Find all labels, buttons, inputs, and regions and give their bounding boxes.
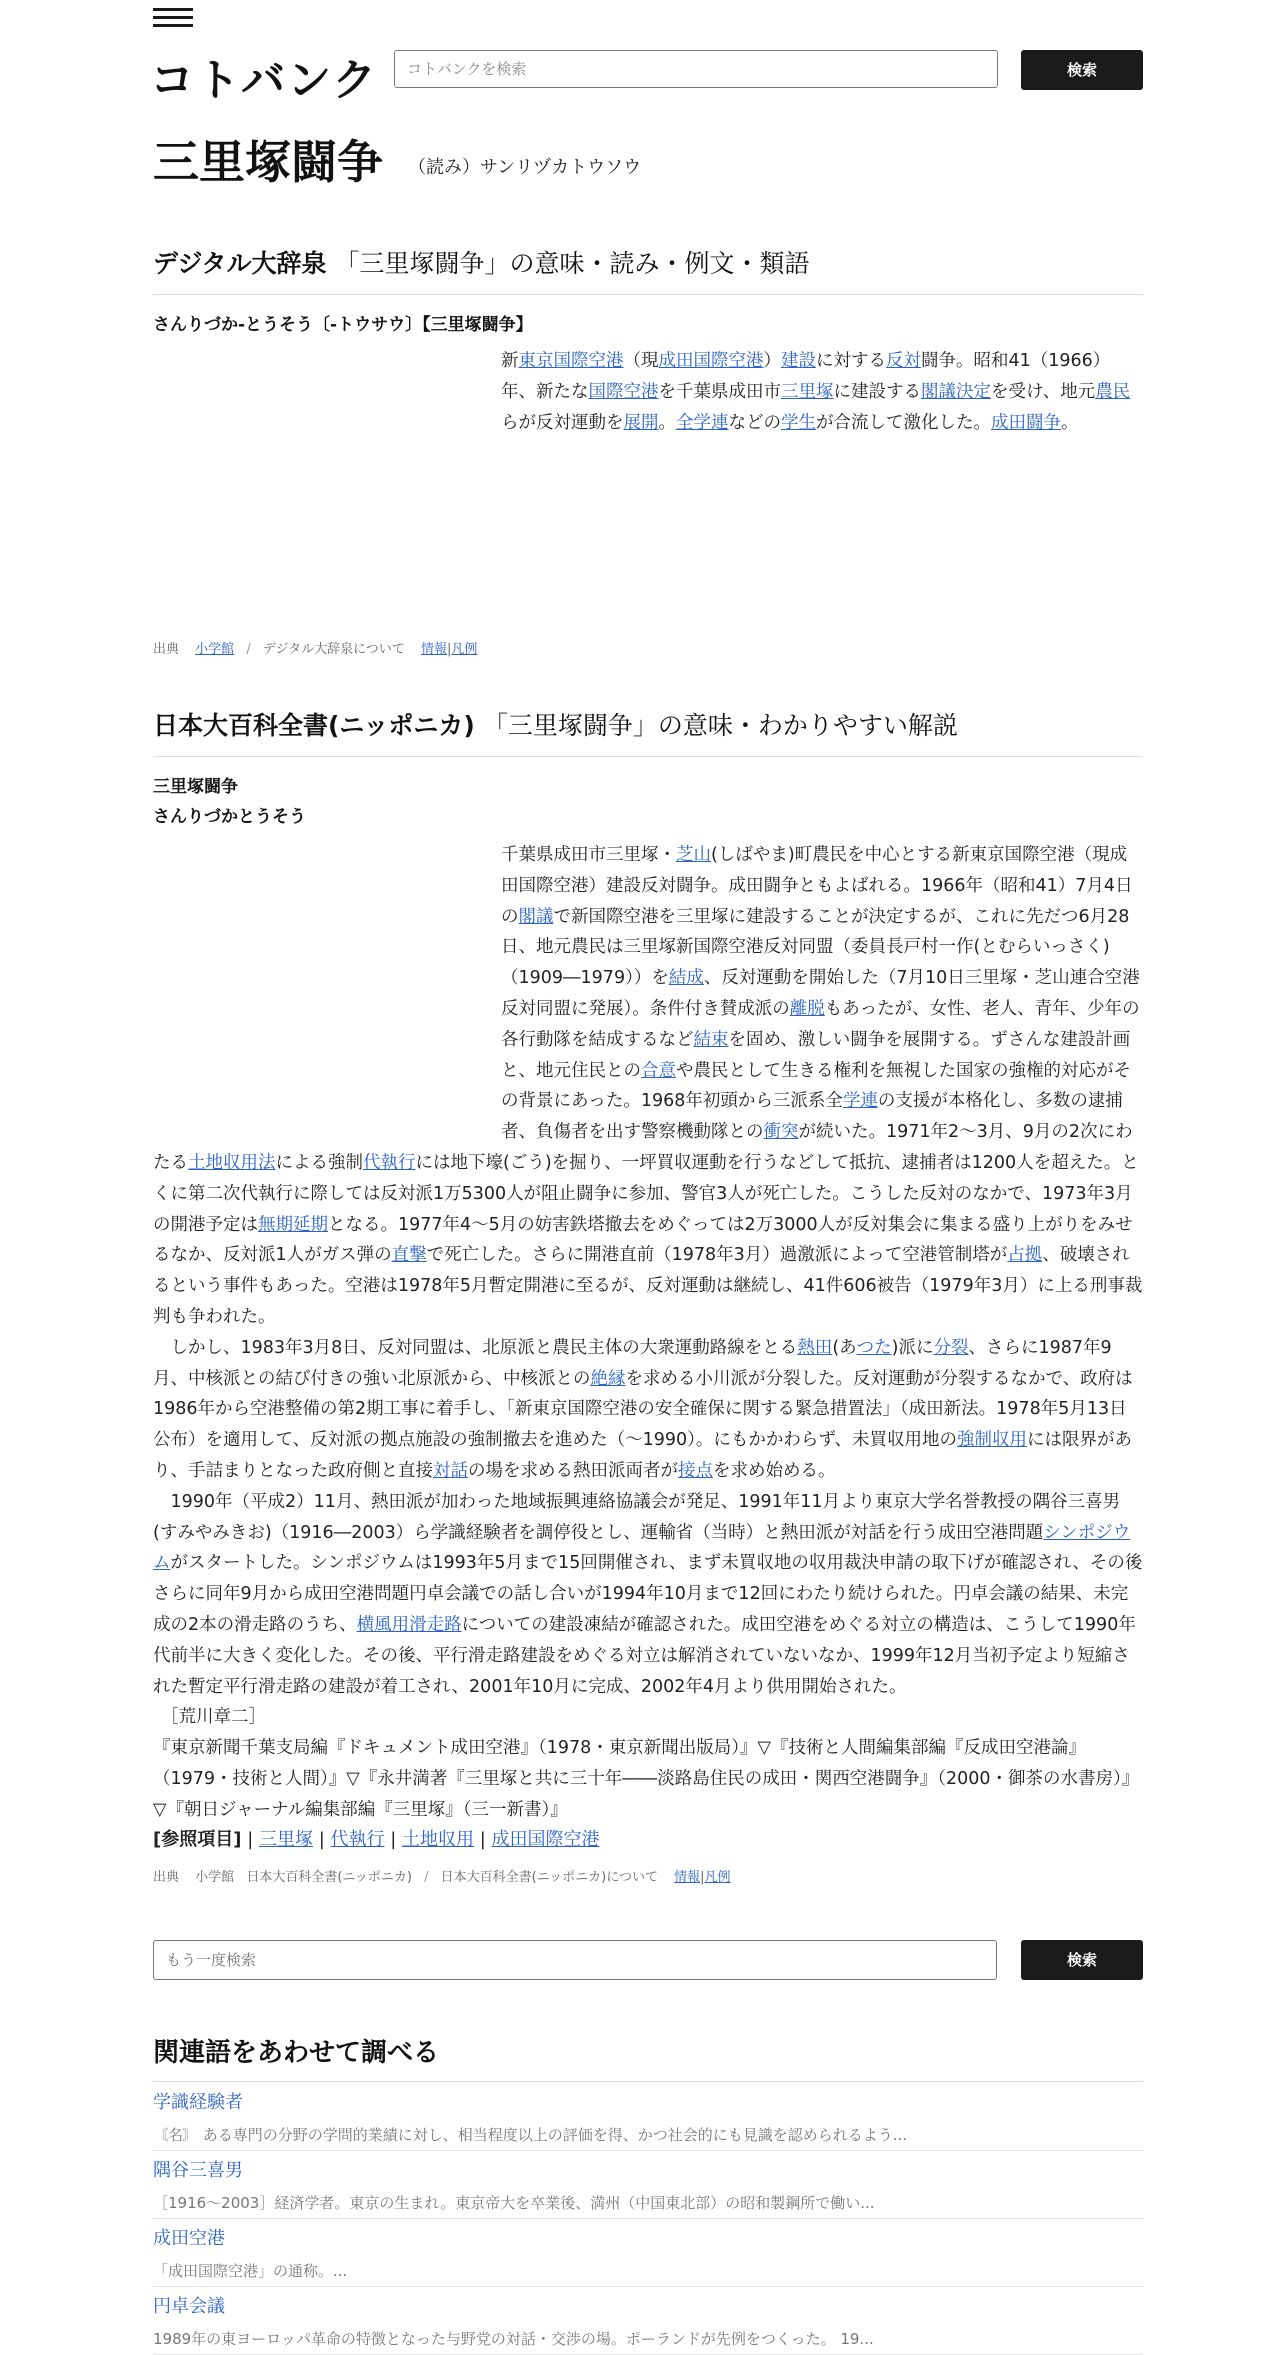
hamburger-icon[interactable] bbox=[153, 8, 193, 32]
term-link[interactable]: つた bbox=[856, 1337, 892, 1358]
term-link[interactable]: 結成 bbox=[668, 968, 704, 989]
nipponica-source-name: 日本大百科全書(ニッポニカ) bbox=[153, 711, 475, 740]
term-link[interactable]: 合意 bbox=[641, 1060, 676, 1081]
reference-items: [参照項目] | 三里塚 | 代執行 | 土地収用 | 成田国際空港 bbox=[153, 1829, 600, 1850]
related-item-title[interactable]: 学識経験者 bbox=[153, 2092, 243, 2113]
reference-link[interactable]: 成田国際空港 bbox=[491, 1829, 600, 1850]
related-item[interactable] bbox=[153, 2150, 1143, 2219]
term-link[interactable]: 閣議 bbox=[518, 906, 554, 927]
reference-link[interactable]: 土地収用 bbox=[402, 1829, 475, 1850]
daijisen-headword: さんりづか‐とうそう〔‐トウサウ〕【三里塚闘争】 bbox=[153, 315, 533, 335]
term-link[interactable]: 分裂 bbox=[933, 1337, 969, 1358]
related-item-desc: 〘名〙 ある専門の分野の学問的業績に対し、相当程度以上の評価を得、かつ社会的にも見識を認められるよう... bbox=[153, 2126, 908, 2144]
nipponica-para-1: 千葉県成田市三里塚・芝山(しばやま)町農民を中心とする新東京国際空港（現成田国際空港）建設反対闘争。成田闘争ともよばれる。1966年（昭和41）7月4日の閣議で新国際空港を三里塚に建設することが決定するが、これに先だつ6月28日、地元農民は三里塚新国際空港反対同盟（委員長戸村一作(とむらいっさく)（1909―1979））を結成、反対運動を開始した（7月10日三里塚・芝山連合空港反対同盟に発展）。条件付き賛成派の離脱もあったが、女性、老人、青年、少年の各行動隊を結成するなど結束を固め、激しい闘争を展開する。ずさんな建設計画と、地元住民との合意や農民として生きる権利を無視した国家の強権的対応がその背景にあった。1968年初頭から三派系全学連の支援が本格化し、多数の逮捕者、負傷者を出す警察機動隊との衝突が続いた。1971年2～3月、9月の2次にわたる土地収用法による強制代執行には地下壕(ごう)を掘り、一坪買収運動を行うなどして抵抗、逮捕者は1200人を超えた。とくに第二次代執行に際しては反対派1万5300人が阻止闘争に参加、警官3人が死亡した。こうした反対のなかで、1973年3月の開港予定は無期延期となる。1977年4～5月の妨害鉄塔撤去をめぐっては2万3000人が反対集会に集まる盛り上がりをみせるなか、反対派1人がガス弾の直撃で死亡した。さらに開港直前（1978年3月）過激派によって空港管制塔が占拠、破壊されるという事件もあった。空港は1978年5月暫定開港に至るが、反対運動は継続し、41件606被告（1979年3月）に上る刑事裁判も争われた。 bbox=[153, 845, 1143, 1327]
term-link[interactable]: 学生 bbox=[781, 412, 816, 433]
reference-link[interactable]: 三里塚 bbox=[258, 1829, 313, 1850]
term-link[interactable]: 国際空港 bbox=[588, 381, 659, 402]
term-link[interactable]: 絶縁 bbox=[590, 1368, 626, 1389]
nipponica-heading bbox=[153, 706, 1143, 757]
term-link[interactable]: 学連 bbox=[842, 1091, 878, 1112]
term-link[interactable]: 展開 bbox=[623, 412, 659, 433]
term-link[interactable]: シンポジウム bbox=[153, 1522, 1131, 1574]
term-link[interactable]: 結束 bbox=[693, 1029, 729, 1050]
term-link[interactable]: 接点 bbox=[678, 1460, 713, 1481]
info-link[interactable]: 情報 bbox=[674, 1870, 701, 1885]
info-link[interactable]: 情報 bbox=[420, 642, 447, 657]
related-item[interactable] bbox=[153, 2218, 1143, 2287]
search-button[interactable]: 検索 bbox=[1021, 50, 1143, 90]
term-link[interactable]: 横風用滑走路 bbox=[356, 1614, 462, 1635]
daijisen-body: 新東京国際空港（現成田国際空港）建設に対する反対闘争。昭和41（1966）年、新たな国際空港を千葉県成田市三里塚に建設する閣議決定を受け、地元農民らが反対運動を展開。全学連などの学生が合流して激化した。成田闘争。 bbox=[501, 351, 1131, 433]
reading: （読み）サンリヅカトウソウ bbox=[408, 157, 642, 178]
daijisen-source: 出典 小学館 / デジタル大辞泉について 情報|凡例 bbox=[153, 642, 478, 657]
nipponica-body bbox=[153, 840, 1143, 1826]
term-link[interactable]: 土地収用法 bbox=[188, 1152, 276, 1173]
daijisen-heading-suffix: 「三里塚闘争」の意味・読み・例文・類語 bbox=[334, 249, 810, 278]
term-link[interactable]: 農民 bbox=[1095, 381, 1131, 402]
search-again-button[interactable]: 検索 bbox=[1021, 1940, 1143, 1980]
term-link[interactable]: 成田闘争 bbox=[991, 412, 1061, 433]
related-item[interactable] bbox=[153, 2082, 1143, 2151]
search-again-input[interactable] bbox=[153, 1940, 997, 1980]
nipponica-headword: 三里塚闘争 bbox=[153, 777, 238, 797]
related-item-title[interactable]: 円卓会議 bbox=[153, 2296, 225, 2317]
related-item-desc: ［1916～2003］経済学者。東京の生まれ。東京帝大を卒業後、満州（中国東北部）の昭和製鋼所で働い... bbox=[153, 2194, 875, 2212]
page-title: 三里塚闘争 bbox=[153, 135, 383, 189]
term-link[interactable]: 衝突 bbox=[763, 1122, 799, 1143]
term-link[interactable]: 芝山 bbox=[676, 845, 711, 865]
related-item-desc: 「成田国際空港」の通称。... bbox=[153, 2262, 348, 2280]
nipponica-source: 出典 小学館 日本大百科全書(ニッポニカ) / 日本大百科全書(ニッポニカ)について 情報|凡例 bbox=[153, 1870, 731, 1885]
term-link[interactable]: 成田国際空港 bbox=[658, 351, 764, 371]
related-heading: 関連語をあわせて調べる bbox=[153, 2032, 1143, 2082]
publisher-link[interactable]: 小学館 bbox=[195, 642, 235, 657]
term-link[interactable]: 対話 bbox=[433, 1460, 468, 1481]
term-link[interactable]: 反対 bbox=[886, 351, 921, 371]
term-link[interactable]: 強制収用 bbox=[957, 1430, 1028, 1451]
nipponica-para-3: 1990年（平成2）11月、熱田派が加わった地域振興連絡協議会が発足、1991年11月より東京大学名誉教授の隅谷三喜男(すみやみきお)（1916―2003）ら学識経験者を調停役とし、運輸省（当時）と熱田派が対話を行う成田空港問題シンポジウムがスタートした。シンポジウムは1993年5月まで15回開催され、まず未買収地の収用裁決申請の取下げが確認され、その後さらに同年9月から成田空港問題円卓会議での話し合いが1994年10月まで12回にわたり続けられた。円卓会議の結果、未完成の2本の滑走路のうち、横風用滑走路についての建設凍結が確認された。成田空港をめぐる対立の構造は、こうして1990年代前半に大きく変化した。その後、平行滑走路建設をめぐる対立は解消されていないなか、1999年12月当初予定より短縮された暫定平行滑走路の建設が着工され、2001年10月に完成、2002年4月より供用開始された。 bbox=[153, 1491, 1143, 1697]
term-link[interactable]: 占拠 bbox=[1007, 1245, 1043, 1266]
term-link[interactable]: 代執行 bbox=[363, 1152, 416, 1173]
related-item-title[interactable]: 成田空港 bbox=[153, 2228, 225, 2249]
term-link[interactable]: 離脱 bbox=[789, 998, 825, 1019]
site-logo[interactable]: コトバンク bbox=[150, 55, 379, 106]
term-link[interactable]: 建設 bbox=[781, 351, 816, 371]
author: ［荒川章二］ bbox=[161, 1707, 266, 1728]
related-item-title[interactable]: 隅谷三喜男 bbox=[153, 2160, 243, 2181]
term-link[interactable]: 三里塚 bbox=[781, 381, 834, 402]
term-link[interactable]: 熱田 bbox=[797, 1337, 833, 1358]
bibliography: 『東京新聞千葉支局編『ドキュメント成田空港』（1978・東京新聞出版局）』▽『技術と人間編集部編『反成田空港論』（1979・技術と人間）』▽『永井満著『三里塚と共に三十年――淡路島住民の成田・関西空港闘争』（2000・御茶の水書房）』▽『朝日ジャーナル編集部編『三里塚』（三一新書）』 bbox=[153, 1738, 1140, 1820]
nipponica-para-2: しかし、1983年3月8日、反対同盟は、北原派と農民主体の大衆運動路線をとる熱田(あつた)派に分裂、さらに1987年9月、中核派との結び付きの強い北原派から、中核派との絶縁を求める小川派が分裂した。反対運動が分裂するなかで、政府は1986年から空港整備の第2期工事に着手し、「新東京国際空港の安全確保に関する緊急措置法」（成田新法。1978年5月13日公布）を適用して、反対派の拠点施設の強制撤去を進めた（～1990）。にもかかわらず、未買収用地の強制収用には限界があり、手詰まりとなった政府側と直接対話の場を求める熱田派両者が接点を求め始める。 bbox=[153, 1337, 1133, 1481]
reference-link[interactable]: 代執行 bbox=[330, 1829, 385, 1850]
search-input[interactable] bbox=[394, 50, 998, 88]
nipponica-heading-suffix: 「三里塚闘争」の意味・わかりやすい解説 bbox=[482, 711, 958, 740]
term-link[interactable]: 閣議決定 bbox=[921, 381, 991, 402]
related-item-desc: 1989年の東ヨーロッパ革命の特徴となった与野党の対話・交渉の場。ポーランドが先例をつくった。 19... bbox=[153, 2330, 874, 2348]
related-item[interactable] bbox=[153, 2286, 1143, 2355]
daijisen-source-name: デジタル大辞泉 bbox=[153, 249, 327, 278]
legend-link[interactable]: 凡例 bbox=[451, 642, 478, 657]
legend-link[interactable]: 凡例 bbox=[704, 1870, 731, 1885]
nipponica-reading: さんりづかとうそう bbox=[153, 807, 306, 827]
term-link[interactable]: 無期延期 bbox=[258, 1214, 328, 1235]
daijisen-heading bbox=[153, 244, 1143, 295]
term-link[interactable]: 東京国際空港 bbox=[518, 351, 624, 371]
term-link[interactable]: 全学連 bbox=[676, 412, 729, 433]
term-link[interactable]: 直撃 bbox=[391, 1245, 427, 1266]
